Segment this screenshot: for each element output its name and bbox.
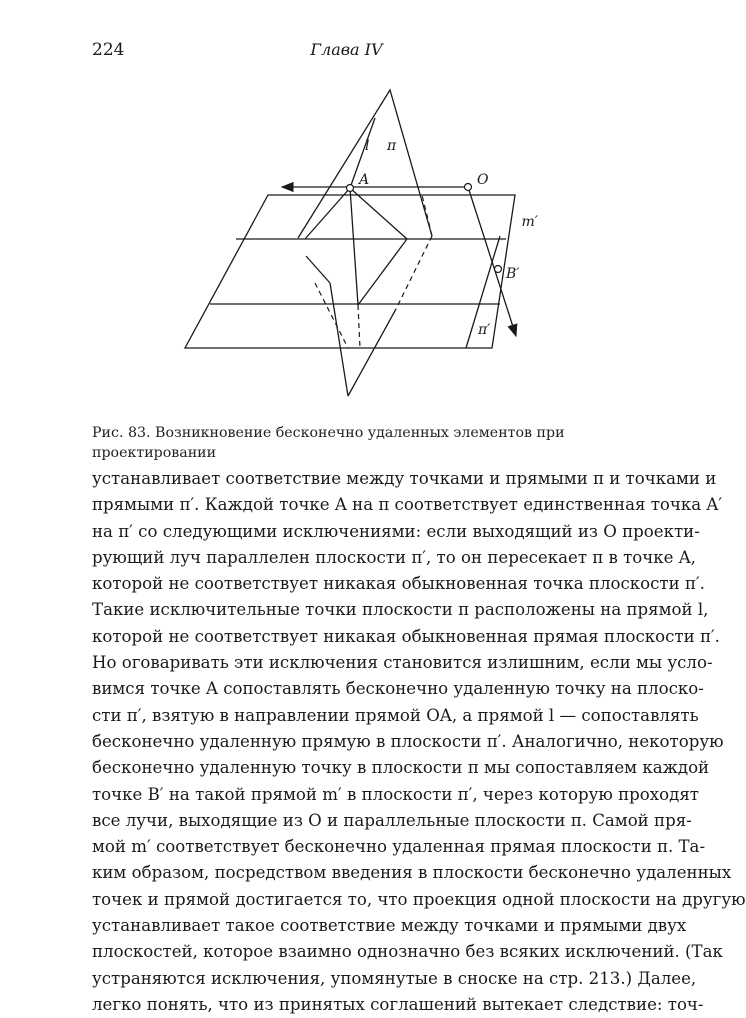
running-head: Глава IV — [310, 40, 383, 59]
text-line: вимся точке A сопоставлять бесконечно удаленную точку на плоско- — [92, 679, 704, 699]
text-line: бесконечно удаленную точку в плоскости π мы сопоставляем каждой — [92, 758, 710, 778]
point-a — [347, 185, 354, 192]
text-line: плоскостей, которое взаимно однозначно без всяких исключений. (Так — [92, 942, 723, 962]
text-line: ким образом, посредством введения в плоскости бесконечно удаленных — [92, 863, 732, 883]
body-text — [92, 466, 746, 1018]
text-line: Но оговаривать эти исключения становится излишним, если мы усло- — [92, 653, 713, 673]
text-line: мой m′ соответствует бесконечно удаленная прямая плоскости π. Та- — [92, 837, 706, 857]
point-o — [465, 184, 472, 191]
text-line: рующий луч параллелен плоскости π′, то он пересекает π в точке A, — [92, 547, 696, 567]
text-line: бесконечно удаленную прямую в плоскости π′. Аналогично, некоторую — [92, 731, 724, 751]
label-pi: π — [387, 138, 397, 154]
figure-83 — [170, 78, 540, 408]
text-line: устанавливает соответствие между точками и прямыми π и точками и — [92, 469, 717, 488]
point-b-prime — [495, 266, 502, 273]
label-a: A — [359, 172, 370, 188]
page-number: 224 — [92, 40, 125, 60]
text-line: устанавливает такое соответствие между точками и прямыми двух — [92, 916, 687, 936]
line-a-mid — [358, 239, 407, 305]
text-line: прямыми π′. Каждой точке A на π соответствует единственная точка A′ — [92, 495, 723, 515]
label-pi-prime: π′ — [478, 322, 491, 338]
plane-pi-lower-left — [306, 256, 330, 283]
text-line: точке B′ на такой прямой m′ в плоскости π′, через которую проходят — [92, 784, 699, 804]
text-line: все лучи, выходящие из O и параллельные плоскости π. Самой пря- — [92, 810, 692, 830]
text-line: Такие исключительные точки плоскости π расположены на прямой l, — [92, 600, 709, 620]
plane-pi-lower-right — [348, 309, 396, 396]
label-m-prime: m′ — [521, 214, 538, 230]
text-line: точек и прямой достигается то, что проекция одной плоскости на другую — [92, 889, 746, 909]
hidden-edge-3 — [358, 305, 360, 348]
plane-pi — [298, 90, 432, 238]
text-line: легко понять, что из принятых соглашений вытекает следствие: точ- — [92, 994, 704, 1014]
text-line: которой не соответствует никакая обыкновенная прямая плоскости π′. — [92, 626, 720, 646]
plane-pi-lower-edge — [330, 283, 348, 396]
label-o: O — [477, 172, 489, 188]
figure-caption: Рис. 83. Возникновение бесконечно удаленных элементов при проектировании — [92, 425, 565, 461]
text-line: сти π′, взятую в направлении прямой OA, а прямой l — сопоставлять — [92, 705, 699, 725]
text-line: которой не соответствует никакая обыкновенная точка плоскости π′. — [92, 574, 705, 594]
line-a-down — [350, 188, 358, 305]
label-b-prime: B′ — [506, 266, 520, 282]
text-line: устраняются исключения, упомянутые в сноске на стр. 213.) Далее, — [92, 968, 697, 988]
label-l: l — [365, 138, 370, 154]
plane-pi-prime — [185, 195, 515, 348]
text-line: на π′ со следующими исключениями: если выходящий из O проекти- — [92, 521, 700, 541]
